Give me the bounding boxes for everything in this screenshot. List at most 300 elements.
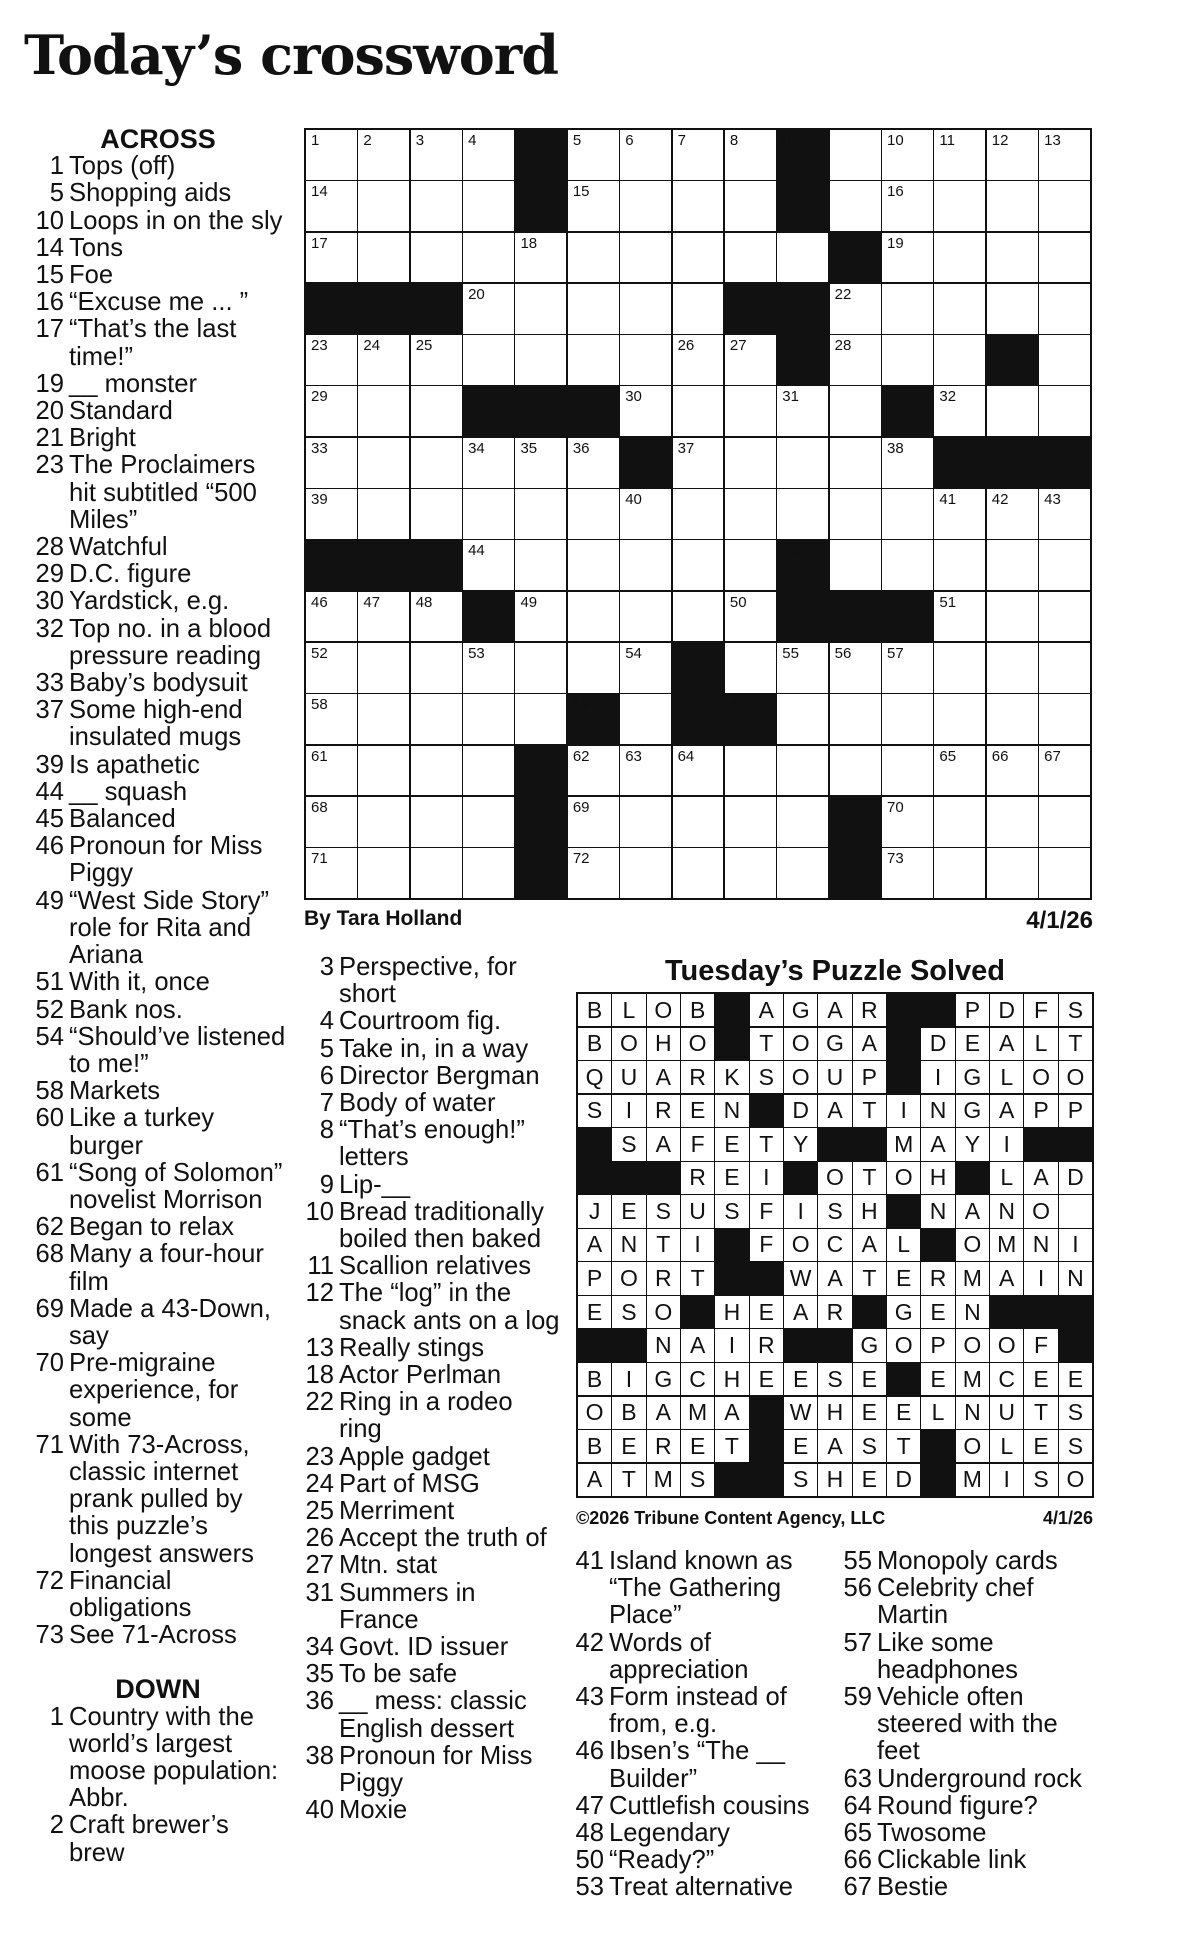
solution-cell: F xyxy=(750,1229,783,1261)
solution-cell: D xyxy=(990,994,1023,1026)
clue-number: 68 xyxy=(35,1240,64,1269)
grid-cell xyxy=(515,335,566,385)
grid-cell xyxy=(620,130,671,180)
clue-number: 19 xyxy=(35,369,64,398)
clue-number: 72 xyxy=(35,1566,64,1595)
cell-number: 1 xyxy=(311,132,320,149)
grid-cell xyxy=(568,489,619,539)
grid-cell xyxy=(568,181,619,231)
solution-cell: E xyxy=(612,1430,645,1462)
solution-black-square xyxy=(578,1128,611,1160)
cell-number: 18 xyxy=(520,234,538,252)
clue-text: __ mess: classic English dessert xyxy=(339,1687,527,1743)
grid-cell xyxy=(358,438,409,488)
solution-cell: O xyxy=(681,1028,714,1060)
solution-cell: A xyxy=(647,1128,680,1160)
grid-cell xyxy=(882,181,933,231)
solution-cell: N xyxy=(956,1296,989,1328)
solution-cell: S xyxy=(612,1296,645,1328)
solution-black-square xyxy=(1024,1128,1057,1160)
solution-cell: E xyxy=(750,1363,783,1395)
solution-cell: S xyxy=(647,1195,680,1227)
clue-text: “Ready?” xyxy=(609,1846,715,1875)
cell-number: 52 xyxy=(311,644,328,662)
clue-number: 71 xyxy=(35,1430,64,1459)
black-square xyxy=(777,540,828,590)
clue-text: The Proclaimers hit subtitled “500 Miles” xyxy=(69,451,257,534)
clue xyxy=(300,1335,562,1362)
cell-number: 42 xyxy=(991,491,1009,509)
solution-cell: U xyxy=(990,1397,1023,1429)
clue-text: Markets xyxy=(69,1077,161,1106)
clue xyxy=(300,954,562,1008)
clue xyxy=(570,1548,838,1630)
solution-cell: E xyxy=(784,1363,817,1395)
clue-number: 47 xyxy=(575,1791,604,1820)
grid-cell xyxy=(882,540,933,590)
cell-number: 7 xyxy=(677,132,686,149)
clue-column-across xyxy=(30,126,286,1867)
solution-cell: D xyxy=(784,1095,817,1127)
grid-cell xyxy=(358,643,409,693)
grid-cell xyxy=(725,848,776,898)
solution-cell: I xyxy=(887,1095,920,1127)
clue xyxy=(570,1738,838,1792)
solution-cell: T xyxy=(1059,1028,1092,1060)
solution-cell: E xyxy=(853,1464,886,1496)
solution-black-square xyxy=(887,1061,920,1093)
grid-cell xyxy=(830,284,881,334)
clue xyxy=(300,1525,562,1552)
clue xyxy=(30,425,286,452)
clue-number: 34 xyxy=(305,1633,334,1662)
grid-cell xyxy=(882,489,933,539)
clue-text: Baby’s bodysuit xyxy=(69,669,248,698)
solution-cell: A xyxy=(647,1397,680,1429)
puzzle-date: 4/1/26 xyxy=(1026,907,1093,934)
black-square xyxy=(306,540,357,590)
black-square xyxy=(777,284,828,334)
solution-cell: G xyxy=(647,1363,680,1395)
grid-cell xyxy=(1039,284,1090,334)
solution-cell: M xyxy=(990,1229,1023,1261)
grid-cell xyxy=(987,848,1038,898)
grid-cell xyxy=(568,746,619,796)
cell-number: 4 xyxy=(468,132,477,149)
cell-number: 6 xyxy=(625,132,634,149)
solution-cell: H xyxy=(853,1195,886,1227)
grid-cell xyxy=(411,130,462,180)
clue-number: 56 xyxy=(843,1574,872,1603)
crossword-grid xyxy=(304,128,1092,900)
black-square xyxy=(777,335,828,385)
solution-cell: O xyxy=(647,1296,680,1328)
solution-black-square xyxy=(750,1430,783,1462)
grid-cell xyxy=(673,592,724,642)
clue xyxy=(30,1432,286,1568)
cell-number: 67 xyxy=(1044,747,1061,765)
clue xyxy=(838,1684,1100,1766)
cell-number: 49 xyxy=(520,593,538,611)
down-clue-list-2 xyxy=(300,954,562,1825)
grid-cell xyxy=(934,694,985,744)
grid-cell xyxy=(725,489,776,539)
clue xyxy=(300,1797,562,1824)
grid-cell xyxy=(673,181,724,231)
solution-cell: O xyxy=(784,1229,817,1261)
black-square xyxy=(515,181,566,231)
clue-number: 29 xyxy=(35,560,64,589)
solution-cell: I xyxy=(921,1061,954,1093)
solution-cell: B xyxy=(578,1028,611,1060)
grid-cell xyxy=(1039,643,1090,693)
solution-black-square xyxy=(715,1262,748,1294)
grid-cell xyxy=(568,643,619,693)
solution-black-square xyxy=(647,1162,680,1194)
clue-text: Legendary xyxy=(609,1819,730,1848)
grid-cell xyxy=(882,130,933,180)
solution-black-square xyxy=(681,1296,714,1328)
grid-cell xyxy=(411,848,462,898)
grid-cell xyxy=(306,130,357,180)
cell-number: 72 xyxy=(572,850,590,868)
grid-cell xyxy=(725,746,776,796)
grid-cell xyxy=(620,181,671,231)
clue-text: Apple gadget xyxy=(339,1442,490,1471)
cell-number: 32 xyxy=(939,388,957,406)
cell-number: 9 xyxy=(782,132,791,149)
black-square xyxy=(830,848,881,898)
cell-number: 48 xyxy=(415,593,433,611)
clue xyxy=(570,1820,838,1847)
grid-cell xyxy=(725,386,776,436)
cell-number: 38 xyxy=(887,439,904,457)
solution-cell: A xyxy=(853,1229,886,1261)
cell-number: 46 xyxy=(311,593,328,611)
clue-number: 38 xyxy=(305,1741,334,1770)
clue-number: 39 xyxy=(35,750,64,779)
solution-black-square xyxy=(887,994,920,1026)
cell-number: 73 xyxy=(887,850,904,868)
clue-text: Vehicle often steered with the feet xyxy=(877,1683,1058,1766)
grid-cell xyxy=(725,233,776,283)
clue-text: “Should’ve listened to me!” xyxy=(69,1022,286,1078)
clue-number: 26 xyxy=(305,1524,334,1553)
clue-number: 73 xyxy=(35,1621,64,1650)
clue-number: 12 xyxy=(305,1279,334,1308)
solution-cell: E xyxy=(887,1262,920,1294)
solution-cell: N xyxy=(956,1397,989,1429)
grid-cell xyxy=(987,592,1038,642)
grid-cell xyxy=(934,386,985,436)
grid-cell xyxy=(987,643,1038,693)
clue xyxy=(838,1874,1100,1901)
clue xyxy=(30,561,286,588)
solution-black-square xyxy=(921,994,954,1026)
clue xyxy=(30,316,286,370)
solution-cell: I xyxy=(612,1095,645,1127)
clue-number: 37 xyxy=(35,696,64,725)
clue xyxy=(838,1630,1100,1684)
solution-black-square xyxy=(715,994,748,1026)
solution-cell: A xyxy=(990,1028,1023,1060)
grid-cell xyxy=(411,694,462,744)
grid-cell xyxy=(882,643,933,693)
clue-text: “That’s the last time!” xyxy=(69,315,237,371)
black-square xyxy=(934,438,985,488)
grid-cell xyxy=(987,489,1038,539)
clue-number: 55 xyxy=(843,1547,872,1575)
clue-number: 57 xyxy=(843,1628,872,1657)
clue-column-down-4 xyxy=(838,1548,1100,1902)
grid-cell xyxy=(411,386,462,436)
solution-black-square xyxy=(887,1028,920,1060)
grid-cell xyxy=(830,335,881,385)
clue-text: Director Bergman xyxy=(339,1061,540,1090)
grid-cell xyxy=(830,540,881,590)
grid-cell xyxy=(673,233,724,283)
solution-cell: O xyxy=(956,1229,989,1261)
clue xyxy=(30,997,286,1024)
clue-number: 23 xyxy=(35,451,64,480)
clue xyxy=(30,779,286,806)
solution-cell: O xyxy=(956,1430,989,1462)
grid-cell xyxy=(830,386,881,436)
clue xyxy=(838,1793,1100,1820)
clue-text: Began to relax xyxy=(69,1213,235,1242)
clue-number: 64 xyxy=(843,1791,872,1820)
solution-cell: P xyxy=(921,1329,954,1361)
solution-cell: S xyxy=(681,1464,714,1496)
solution-cell: F xyxy=(1024,994,1057,1026)
grid-cell xyxy=(830,130,881,180)
solution-cell: L xyxy=(921,1397,954,1429)
clue xyxy=(570,1874,838,1901)
clue-number: 65 xyxy=(843,1819,872,1848)
solution-cell: I xyxy=(612,1363,645,1395)
clue-text: Accept the truth of xyxy=(339,1524,547,1553)
black-square xyxy=(882,592,933,642)
solution-cell: O xyxy=(818,1162,851,1194)
clue-text: Lip-__ xyxy=(339,1170,411,1199)
solution-cell: D xyxy=(1059,1162,1092,1194)
solution-cell: P xyxy=(853,1061,886,1093)
grid-cell xyxy=(306,181,357,231)
clue xyxy=(570,1630,838,1684)
black-square xyxy=(515,797,566,847)
clue xyxy=(300,1172,562,1199)
black-square xyxy=(358,540,409,590)
solution-grid xyxy=(576,992,1094,1498)
grid-cell xyxy=(830,438,881,488)
clue xyxy=(30,235,286,262)
grid-cell xyxy=(1039,540,1090,590)
clue xyxy=(30,208,286,235)
solution-cell: E xyxy=(681,1095,714,1127)
cell-number: 28 xyxy=(834,337,852,355)
solution-cell: R xyxy=(681,1061,714,1093)
grid-cell xyxy=(987,746,1038,796)
solution-cell: E xyxy=(612,1195,645,1227)
black-square xyxy=(1039,438,1090,488)
solution-cell: D xyxy=(887,1464,920,1496)
clue-number: 4 xyxy=(319,1007,334,1036)
clue-text: __ monster xyxy=(69,369,198,398)
solution-cell: L xyxy=(1024,1028,1057,1060)
grid-cell xyxy=(358,335,409,385)
solution-cell: P xyxy=(956,994,989,1026)
cell-number: 58 xyxy=(311,696,328,714)
solution-cell: P xyxy=(1024,1095,1057,1127)
cell-number: 21 xyxy=(782,285,799,303)
cell-number: 26 xyxy=(677,337,695,355)
grid-cell xyxy=(934,130,985,180)
cell-number: 13 xyxy=(1044,132,1061,149)
grid-cell xyxy=(620,386,671,436)
clue-text: The “log” in the snack ants on a log xyxy=(339,1279,560,1335)
clue-number: 49 xyxy=(35,886,64,915)
grid-cell xyxy=(934,181,985,231)
clue xyxy=(30,1296,286,1350)
grid-cell xyxy=(620,848,671,898)
clue xyxy=(30,1160,286,1214)
grid-cell xyxy=(463,438,514,488)
grid-cell xyxy=(830,746,881,796)
solution-cell: A xyxy=(921,1128,954,1160)
solution-cell: A xyxy=(956,1195,989,1227)
grid-cell xyxy=(306,694,357,744)
grid-cell xyxy=(463,284,514,334)
solution-cell: M xyxy=(681,1397,714,1429)
solution-cell: A xyxy=(818,1262,851,1294)
grid-cell xyxy=(358,233,409,283)
clue-number: 46 xyxy=(35,832,64,861)
grid-cell xyxy=(987,233,1038,283)
solution-cell: O xyxy=(956,1329,989,1361)
clue xyxy=(30,1812,286,1866)
clue-text: Is apathetic xyxy=(69,750,200,779)
grid-cell xyxy=(568,130,619,180)
grid-cell xyxy=(306,386,357,436)
grid-cell xyxy=(934,746,985,796)
cell-number: 68 xyxy=(311,798,328,816)
solution-cell: N xyxy=(1059,1262,1092,1294)
solution-cell: E xyxy=(750,1296,783,1328)
grid-cell xyxy=(306,643,357,693)
solution-cell: U xyxy=(681,1195,714,1227)
grid-cell xyxy=(777,386,828,436)
clue-number: 5 xyxy=(49,179,64,208)
clue xyxy=(30,1024,286,1078)
clue xyxy=(838,1820,1100,1847)
clue xyxy=(30,1105,286,1159)
grid-cell xyxy=(1039,694,1090,744)
grid-cell xyxy=(411,746,462,796)
solution-cell: A xyxy=(784,1296,817,1328)
solution-black-square xyxy=(956,1162,989,1194)
grid-cell xyxy=(934,284,985,334)
solution-cell: A xyxy=(818,1430,851,1462)
solution-cell: S xyxy=(784,1464,817,1496)
grid-cell xyxy=(725,438,776,488)
black-square xyxy=(725,694,776,744)
grid-cell xyxy=(306,489,357,539)
grid-cell xyxy=(358,181,409,231)
grid-cell xyxy=(463,540,514,590)
solution-cell: E xyxy=(921,1296,954,1328)
solution-black-square xyxy=(1059,1296,1092,1328)
clue-text: To be safe xyxy=(339,1660,458,1689)
clue-text: Cuttlefish cousins xyxy=(609,1791,810,1820)
solution-cell: Y xyxy=(956,1128,989,1160)
solution-cell: S xyxy=(1024,1464,1057,1496)
clue-text: __ squash xyxy=(69,777,188,806)
solution-cell: N xyxy=(612,1229,645,1261)
solution-cell: E xyxy=(921,1363,954,1395)
grid-cell xyxy=(515,284,566,334)
grid-cell xyxy=(987,130,1038,180)
black-square xyxy=(515,386,566,436)
solution-cell: H xyxy=(715,1363,748,1395)
cell-number: 17 xyxy=(311,234,328,252)
grid-cell xyxy=(882,694,933,744)
grid-cell xyxy=(515,643,566,693)
solution-cell: G xyxy=(818,1028,851,1060)
solution-cell: L xyxy=(990,1061,1023,1093)
clue-number: 62 xyxy=(35,1213,64,1242)
clue-text: Ring in a rodeo ring xyxy=(339,1388,513,1444)
cell-number: 71 xyxy=(311,850,328,868)
black-square xyxy=(987,438,1038,488)
clue-text: Loops in on the sly xyxy=(69,206,283,235)
solution-cell: W xyxy=(784,1397,817,1429)
clue-number: 30 xyxy=(35,587,64,616)
solution-cell: A xyxy=(750,994,783,1026)
grid-cell xyxy=(882,797,933,847)
clue-number: 66 xyxy=(843,1846,872,1875)
solution-black-square xyxy=(750,1397,783,1429)
solution-black-square xyxy=(818,1329,851,1361)
clue-text: Bright xyxy=(69,424,136,453)
clue-number: 59 xyxy=(843,1683,872,1712)
clue-number: 51 xyxy=(35,968,64,997)
grid-cell xyxy=(620,746,671,796)
clue xyxy=(30,1350,286,1432)
grid-cell xyxy=(515,233,566,283)
clue xyxy=(30,1568,286,1622)
black-square xyxy=(411,284,462,334)
grid-cell xyxy=(934,797,985,847)
clue-text: Treat alternative xyxy=(609,1873,793,1902)
clue xyxy=(30,888,286,970)
grid-cell xyxy=(934,643,985,693)
solution-cell: O xyxy=(1059,1061,1092,1093)
cell-number: 47 xyxy=(363,593,381,611)
clue xyxy=(30,1078,286,1105)
cell-number: 24 xyxy=(363,337,381,355)
solution-cell: A xyxy=(647,1061,680,1093)
solution-cell: R xyxy=(853,994,886,1026)
grid-cell xyxy=(620,233,671,283)
solution-black-square xyxy=(921,1229,954,1261)
grid-cell xyxy=(358,489,409,539)
solution-cell: A xyxy=(990,1262,1023,1294)
solution-cell: L xyxy=(990,1430,1023,1462)
grid-cell xyxy=(882,848,933,898)
clue-number: 31 xyxy=(305,1578,334,1607)
grid-cell xyxy=(411,643,462,693)
grid-cell xyxy=(673,848,724,898)
